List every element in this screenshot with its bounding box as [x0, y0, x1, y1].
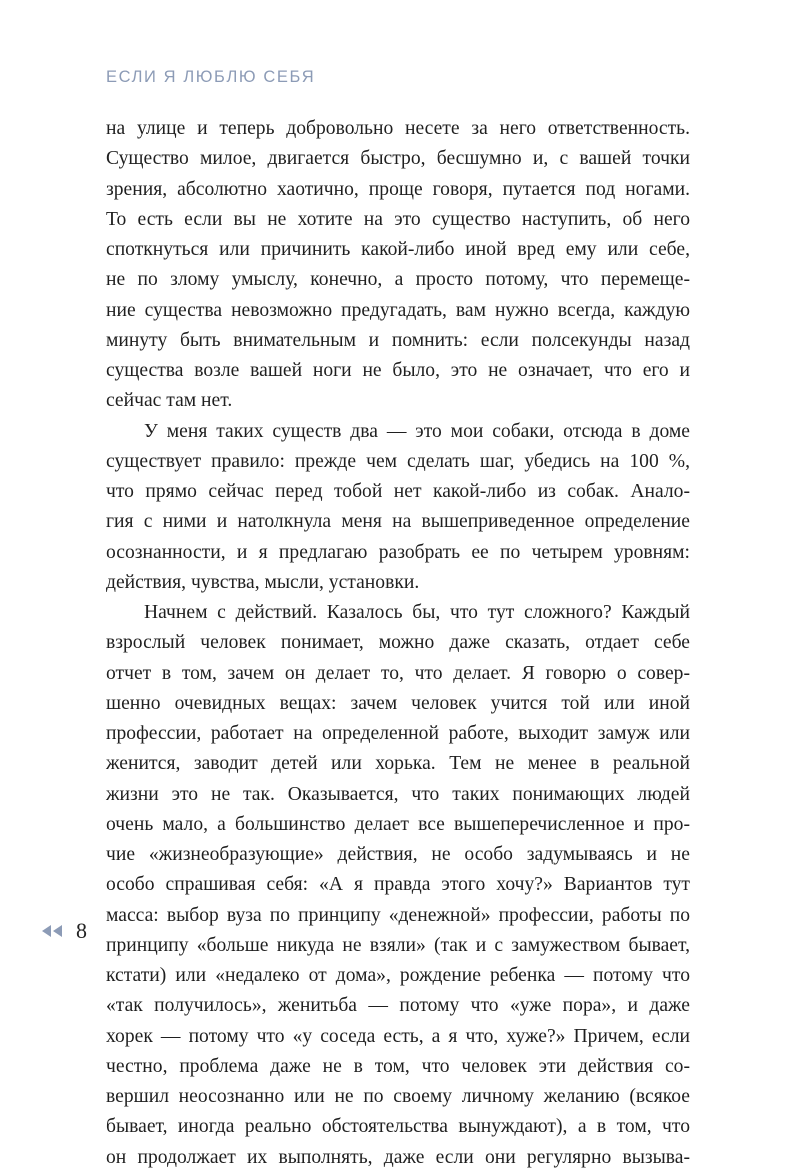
text-line: на улице и теперь добровольно несете за него ответственность.: [106, 118, 690, 139]
text-line: масса: выбор вуза по принципу «денежной» профессии, работы по: [106, 904, 690, 926]
text-line: не по злому умыслу, конечно, а просто потому, что перемеще-: [106, 269, 690, 291]
text-line: что прямо сейчас перед тобой нет какой-либо из собак. Анало-: [106, 481, 690, 502]
text-line: гия с ними и натолкнула меня на вышеприведенное определение: [106, 511, 690, 533]
text-line: существует правило: прежде чем сделать шаг, убедись на 100 %,: [106, 450, 690, 472]
paragraph-3: [106, 598, 690, 1173]
text-line: чие «жизнеобразующие» действия, не особо задумываясь и не: [106, 844, 690, 865]
text-line: профессии, работает на определенной работе, выходит замуж или: [106, 723, 690, 744]
text-line: шенно очевидных вещах: зачем человек учится той или иной: [106, 692, 690, 714]
text-line: особо спрашивая себя: «А я правда этого хочу?» Вариантов тут: [106, 874, 690, 896]
paragraph-2: [106, 417, 690, 599]
text-line: кстати) или «недалеко от дома», рождение ребенка — потому что: [106, 965, 690, 986]
text-line: сейчас там нет.: [106, 390, 233, 412]
running-title: ЕСЛИ Я ЛЮБЛЮ СЕБЯ: [106, 68, 316, 86]
paragraph-1: [106, 114, 690, 417]
text-line: осознанности, и я предлагаю разобрать ее по четырем уровням:: [106, 541, 690, 563]
page-number: 8: [76, 918, 87, 943]
double-arrow-left-icon: [40, 924, 66, 938]
text-line: отчет в том, зачем он делает то, что делает. Я говорю о совер-: [106, 662, 690, 684]
text-line: он продолжает их выполнять, даже если они регулярно вызыва-: [106, 1146, 690, 1168]
text-line: жизни это не так. Оказывается, что таких понимающих людей: [106, 783, 690, 805]
text-line: минуту быть внимательным и помнить: если полсекунды назад: [106, 329, 690, 351]
text-line: То есть если вы не хотите на это существо наступить, об него: [106, 208, 690, 230]
text-line: честно, проблема даже не в том, что человек эти действия со-: [106, 1055, 690, 1077]
text-line: Существо милое, двигается быстро, бесшумно и, с вашей точки: [106, 148, 690, 170]
text-line: взрослый человек понимает, можно даже сказать, отдает себе: [106, 632, 690, 654]
text-line: существа возле вашей ноги не было, это не означает, что его и: [106, 360, 690, 381]
text-line: «так получилось», женитьба — потому что «уже пора», и даже: [106, 995, 690, 1017]
text-line: очень мало, а большинство делает все вышеперечисленное и про-: [106, 813, 690, 835]
body-text: [106, 114, 690, 1173]
text-line: Начнем с действий. Казалось бы, что тут сложного? Каждый: [144, 602, 690, 623]
text-line: вершил неосознанно или не по своему личному желанию (всякое: [106, 1086, 690, 1107]
text-line: бывает, иногда реально обстоятельства вынуждают), а в том, что: [106, 1116, 690, 1138]
text-line: ние существа невозможно предугадать, вам нужно всегда, каждую: [106, 299, 690, 321]
text-line: споткнуться или причинить какой-либо иной вред ему или себе,: [106, 239, 690, 260]
text-line: У меня таких существ два — это мои собаки, отсюда в доме: [144, 420, 690, 442]
text-line: принципу «больше никуда не взяли» (так и с замужеством бывает,: [106, 934, 690, 956]
page-footer: [40, 918, 87, 944]
text-line: хорек — потому что «у соседа есть, а я что, хуже?» Причем, если: [106, 1025, 690, 1047]
text-line: зрения, абсолютно хаотично, проще говоря, путается под ногами.: [106, 178, 690, 200]
text-line: женится, заводит детей или хорька. Тем не менее в реальной: [106, 753, 690, 775]
text-line: действия, чувства, мысли, установки.: [106, 571, 420, 593]
